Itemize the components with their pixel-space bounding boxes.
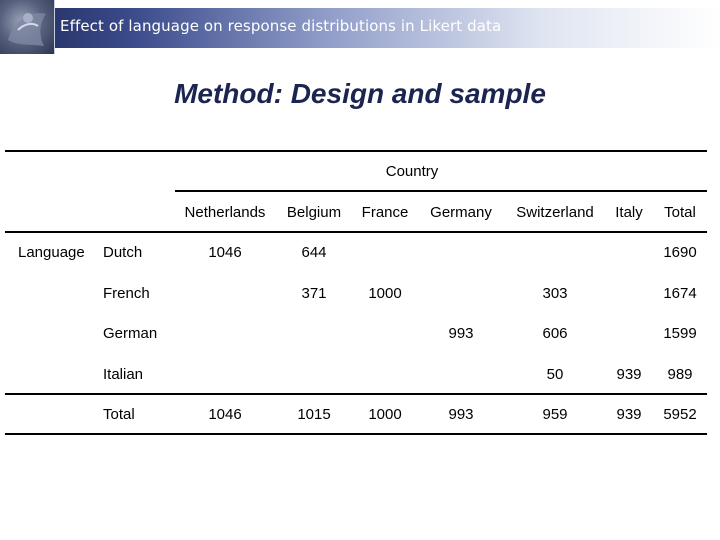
table-cell: 606 bbox=[542, 325, 568, 342]
table-cell: 1599 bbox=[663, 325, 697, 342]
row-label-dutch: Dutch bbox=[103, 244, 143, 261]
table-cell: 939 bbox=[616, 366, 642, 383]
table-cell: 644 bbox=[301, 244, 327, 261]
table-cell: 993 bbox=[448, 325, 474, 342]
row-label-german: German bbox=[103, 325, 158, 342]
table-cell: 303 bbox=[542, 285, 568, 302]
table-cell: 371 bbox=[301, 285, 327, 302]
table-cell: 939 bbox=[616, 406, 642, 423]
table-cell: 959 bbox=[542, 406, 568, 423]
col-header-france: France bbox=[361, 204, 409, 221]
row-label-italian: Italian bbox=[103, 366, 144, 383]
total-rule bbox=[5, 393, 707, 395]
country-rule bbox=[175, 190, 707, 192]
table-cell: 993 bbox=[448, 406, 474, 423]
table-cell: 1015 bbox=[297, 406, 331, 423]
col-header-italy: Italy bbox=[615, 204, 643, 221]
col-header-germany: Germany bbox=[430, 204, 492, 221]
col-header-switzerland: Switzerland bbox=[516, 204, 594, 221]
row-label-french: French bbox=[103, 285, 150, 302]
table-cell: 1046 bbox=[208, 244, 242, 261]
table-cell: 1674 bbox=[663, 285, 697, 302]
table-bottom-rule bbox=[5, 433, 707, 435]
table-cell: 1000 bbox=[368, 406, 402, 423]
col-header-total: Total bbox=[664, 204, 696, 221]
university-logo bbox=[0, 0, 55, 54]
col-header-belgium: Belgium bbox=[286, 204, 342, 221]
table-top-rule bbox=[5, 150, 707, 152]
table-cell: 989 bbox=[667, 366, 693, 383]
table-cell: 1690 bbox=[663, 244, 697, 261]
table-cell: 5952 bbox=[663, 406, 697, 423]
table-cell: 1000 bbox=[368, 285, 402, 302]
table-cell: 50 bbox=[546, 366, 564, 383]
table-cell: 1046 bbox=[208, 406, 242, 423]
slide-title: Method: Design and sample bbox=[174, 78, 546, 109]
header-bottom-rule bbox=[5, 231, 707, 233]
country-header: Country bbox=[385, 163, 439, 180]
row-group-label: Language bbox=[18, 244, 85, 261]
row-label-total: Total bbox=[103, 406, 135, 423]
header-title: Effect of language on response distributions in Likert data bbox=[60, 17, 502, 35]
col-header-netherlands: Netherlands bbox=[184, 204, 266, 221]
